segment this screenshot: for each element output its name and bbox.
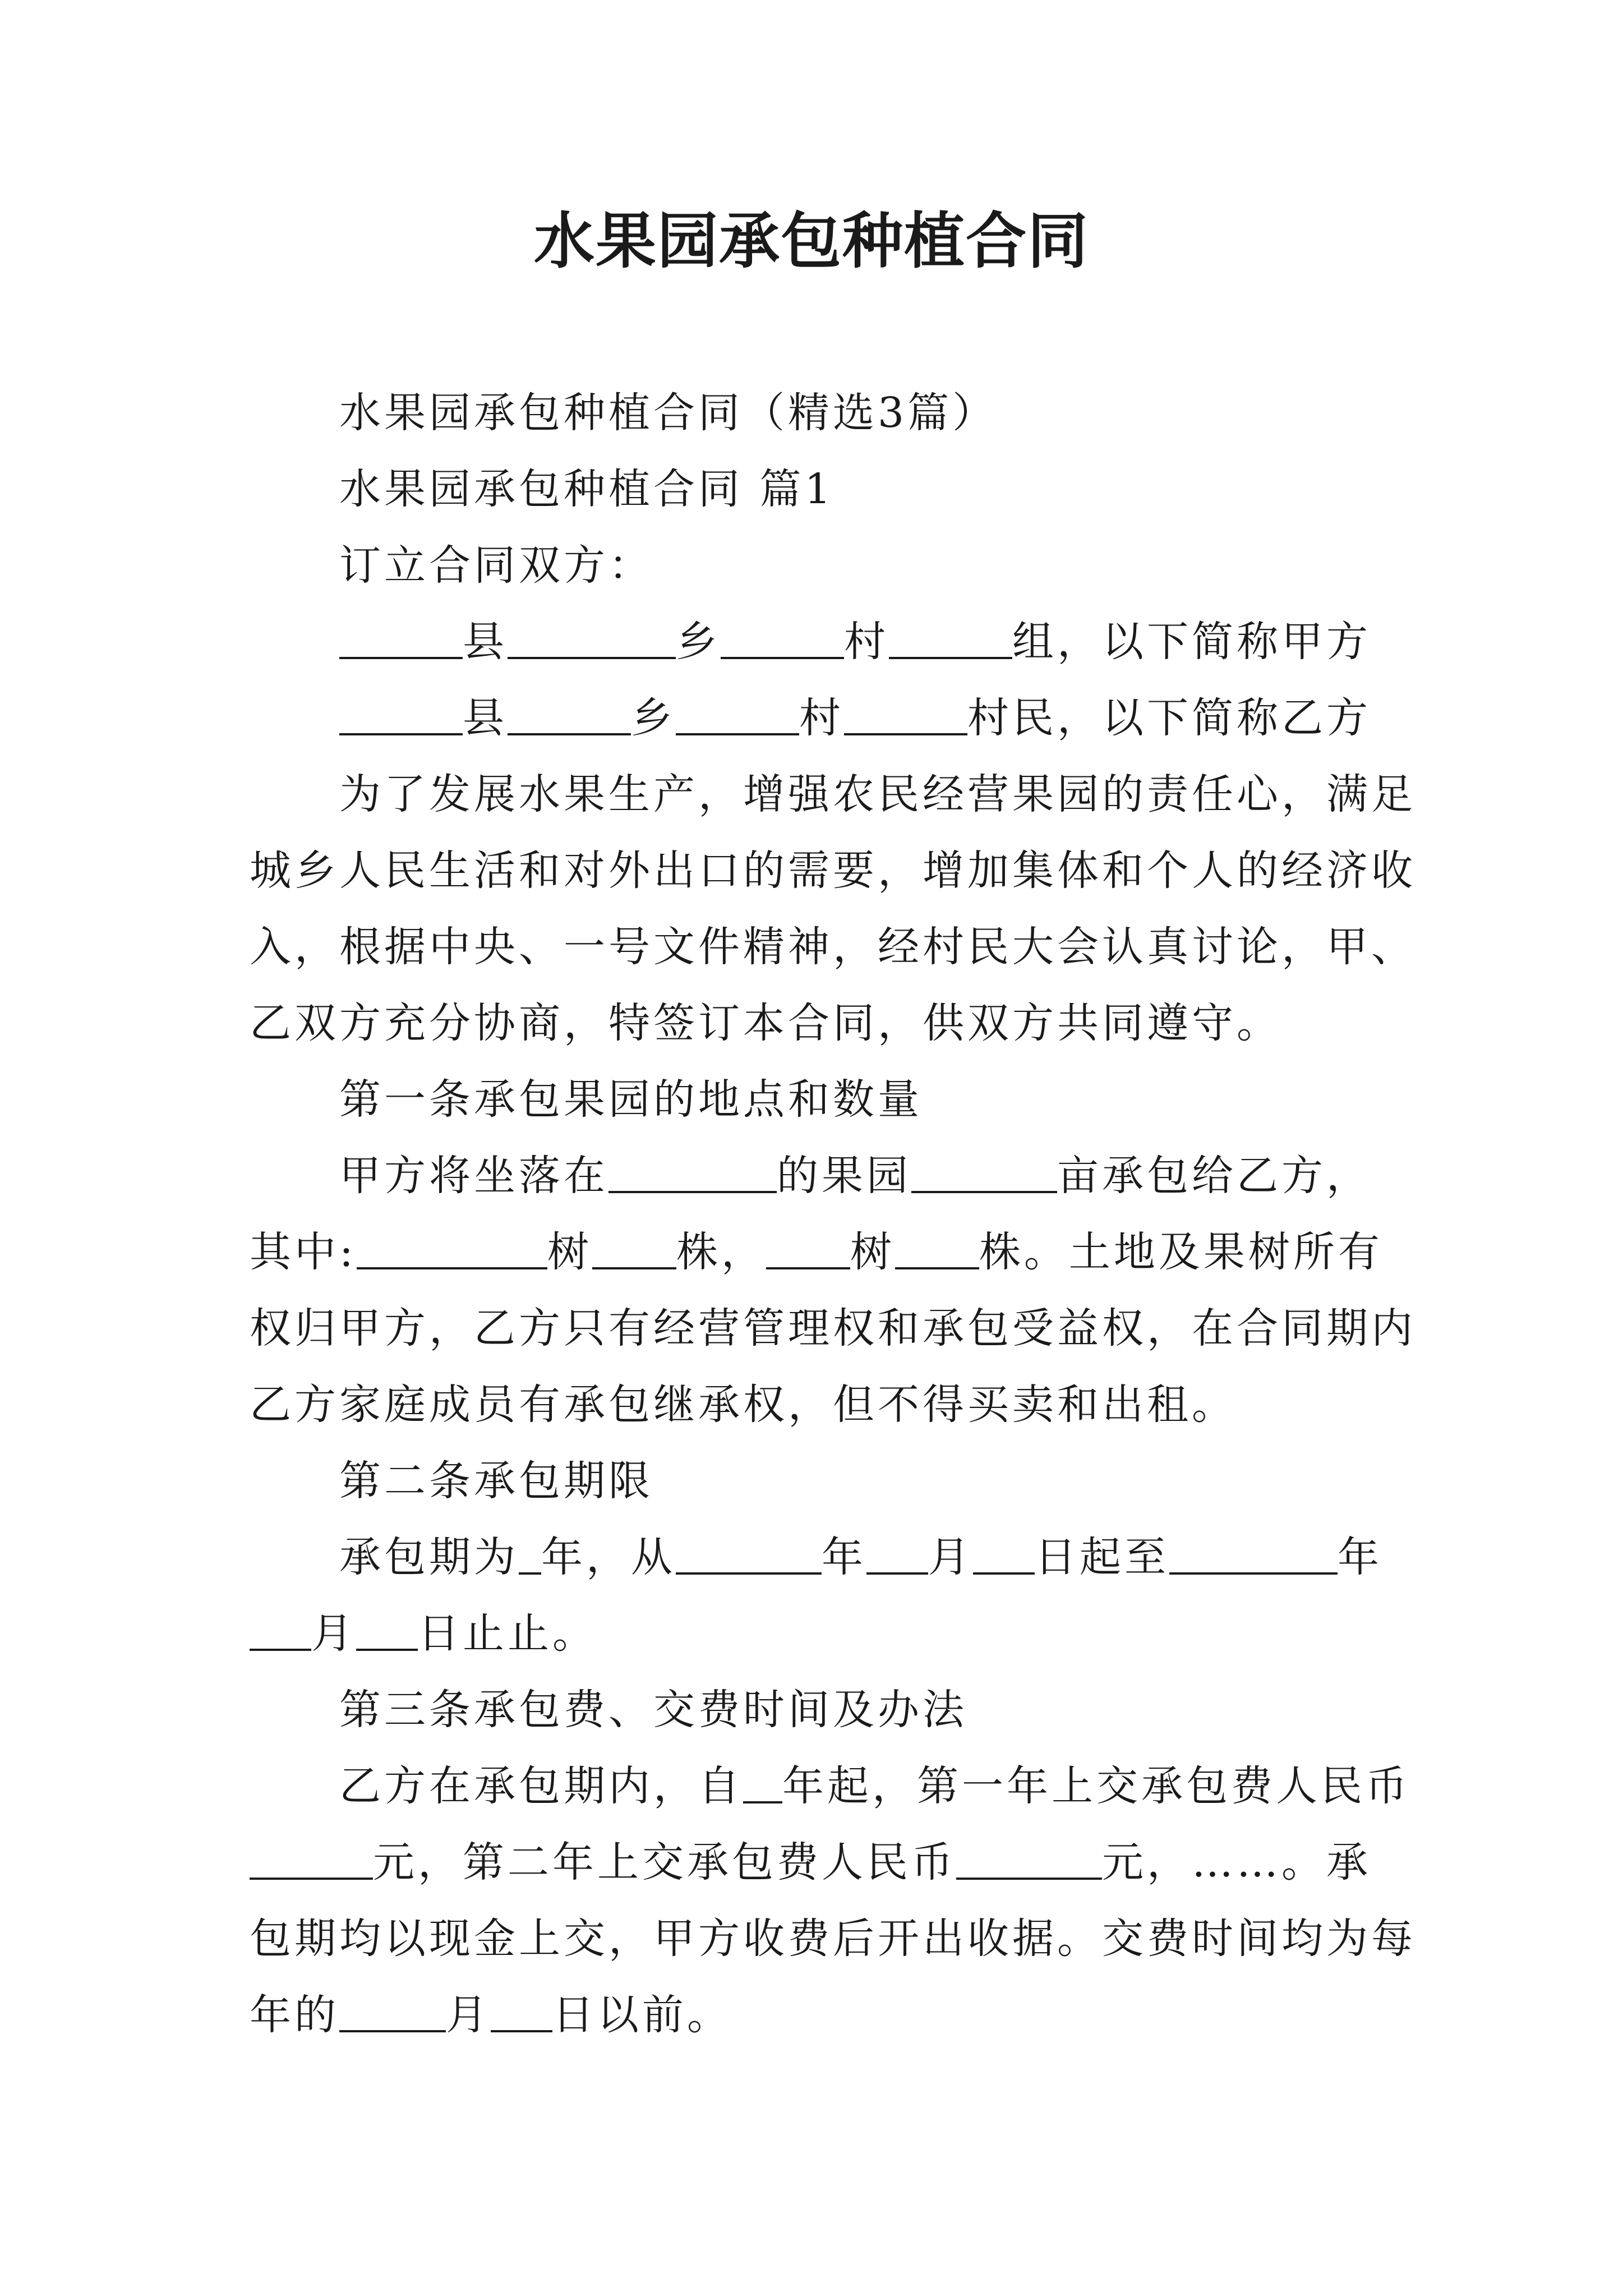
article-3-line: 包期均以现金上交，甲方收费后开出收据。交费时间均为每 bbox=[250, 1915, 1416, 1963]
text-segment: 年 bbox=[822, 1533, 866, 1581]
text-segment: 甲方将坐落在 bbox=[339, 1152, 608, 1200]
intro-line: 为了发展水果生产，增强农民经营果园的责任心，满足 bbox=[339, 770, 1416, 818]
text-segment: 月 bbox=[446, 1991, 491, 2039]
blank-field bbox=[250, 1839, 373, 1880]
text-segment: 的果园 bbox=[777, 1152, 911, 1200]
text-segment: 日以前。 bbox=[552, 1991, 732, 2039]
text-segment: 月 bbox=[928, 1533, 973, 1581]
label-township: 乡 bbox=[631, 694, 676, 742]
party-b-line bbox=[250, 680, 1405, 756]
intro-line: 乙双方充分协商，特签订本合同，供双方共同遵守。 bbox=[250, 999, 1281, 1047]
blank-field bbox=[766, 1229, 850, 1269]
text-segment: 年的 bbox=[250, 1991, 339, 2039]
document-body bbox=[250, 375, 1416, 2053]
text-segment: 日起至 bbox=[1035, 1533, 1169, 1581]
article-3-line bbox=[250, 1977, 1405, 2053]
blank-field bbox=[1169, 1534, 1338, 1575]
article-1-heading: 第一条承包果园的地点和数量 bbox=[339, 1075, 923, 1124]
blank-field bbox=[339, 695, 463, 735]
article-3-line bbox=[250, 1824, 1405, 1901]
label-village: 村 bbox=[799, 694, 844, 742]
text-segment: 亩承包给乙方， bbox=[1057, 1152, 1371, 1200]
article-3-heading: 第三条承包费、交费时间及办法 bbox=[339, 1686, 967, 1734]
article-2-line bbox=[250, 1519, 1405, 1595]
text-segment: 元，第二年上交承包费人民币 bbox=[373, 1838, 956, 1887]
blank-field bbox=[866, 1534, 928, 1575]
blank-field bbox=[357, 1229, 547, 1269]
blank-field bbox=[973, 1534, 1035, 1575]
party-a-line bbox=[250, 604, 1405, 680]
intro-line: 城乡人民生活和对外出口的需要，增加集体和个人的经济收 bbox=[250, 846, 1416, 895]
text-segment: 年起，第一年上交承包费人民币 bbox=[782, 1762, 1410, 1810]
blank-field bbox=[676, 1534, 822, 1575]
blank-field bbox=[911, 1153, 1057, 1193]
label-county: 县 bbox=[463, 618, 508, 666]
article-2-line bbox=[250, 1595, 1405, 1672]
blank-field bbox=[721, 619, 844, 659]
text-segment: 株。土地及果树所有 bbox=[979, 1228, 1383, 1276]
article-1-line bbox=[250, 1138, 1405, 1214]
article-3-line bbox=[250, 1748, 1410, 1824]
text-segment: 承包期为 bbox=[339, 1533, 519, 1581]
text-segment: 年，从 bbox=[541, 1533, 676, 1581]
text-segment: 其中: bbox=[250, 1228, 357, 1276]
article-1-line: 乙方家庭成员有承包继承权，但不得买卖和出租。 bbox=[250, 1381, 1237, 1429]
text-segment: 株， bbox=[676, 1228, 766, 1276]
blank-field bbox=[491, 1992, 552, 2032]
label-township: 乡 bbox=[676, 618, 721, 666]
text-segment: 月 bbox=[311, 1609, 356, 1658]
text-segment: 年 bbox=[1338, 1533, 1382, 1581]
party-b-tail: 村民，以下简称乙方 bbox=[967, 694, 1371, 742]
text-segment: 元，……。承 bbox=[1102, 1838, 1371, 1887]
blank-field bbox=[956, 1839, 1102, 1880]
blank-field bbox=[519, 1534, 541, 1575]
blank-field bbox=[339, 1992, 446, 2032]
blank-field bbox=[676, 695, 799, 735]
text-segment: 树 bbox=[547, 1228, 592, 1276]
subtitle: 水果园承包种植合同（精选3篇） bbox=[339, 389, 998, 437]
blank-field bbox=[339, 619, 463, 659]
label-village: 村 bbox=[844, 618, 889, 666]
blank-field bbox=[895, 1229, 979, 1269]
blank-field bbox=[844, 695, 967, 735]
article-1-line: 权归甲方，乙方只有经营管理权和承包受益权，在合同期内 bbox=[250, 1304, 1416, 1352]
blank-field bbox=[250, 1611, 311, 1651]
blank-field bbox=[743, 1763, 782, 1803]
blank-field bbox=[508, 695, 631, 735]
blank-field bbox=[592, 1229, 676, 1269]
text-segment: 乙方在承包期内，自 bbox=[339, 1762, 743, 1810]
label-county: 县 bbox=[463, 694, 508, 742]
party-a-tail: 组，以下简称甲方 bbox=[1012, 618, 1371, 666]
intro-line: 入，根据中央、一号文件精神，经村民大会认真讨论，甲、 bbox=[250, 923, 1416, 971]
text-segment: 日止止。 bbox=[418, 1609, 597, 1658]
article-2-heading: 第二条承包期限 bbox=[339, 1457, 653, 1505]
article-1-line bbox=[250, 1214, 1405, 1290]
blank-field bbox=[508, 619, 676, 659]
blank-field bbox=[889, 619, 1012, 659]
parties-label: 订立合同双方： bbox=[339, 541, 653, 590]
document-title: 水果园承包种植合同 bbox=[533, 206, 1089, 277]
section-heading: 水果园承包种植合同 篇1 bbox=[339, 465, 834, 513]
text-segment: 树 bbox=[850, 1228, 895, 1276]
blank-field bbox=[356, 1611, 418, 1651]
blank-field bbox=[608, 1153, 777, 1193]
